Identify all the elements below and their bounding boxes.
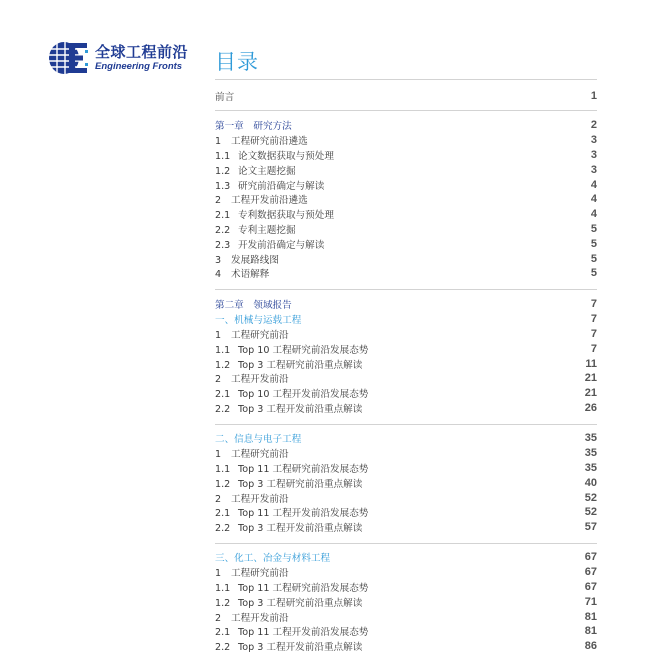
toc-entry-number: 2.1 <box>215 389 231 401</box>
toc-entry-label <box>215 446 289 460</box>
toc-entry-title: Top 11 工程研究前沿发展态势 <box>238 582 369 594</box>
toc-entry-title: 二、信息与电子工程 <box>215 434 302 446</box>
toc-entry-label <box>215 163 296 177</box>
toc-entry-label <box>215 222 296 236</box>
toc-entry[interactable] <box>215 327 597 342</box>
toc-entry-title: Top 3 工程开发前沿重点解读 <box>238 403 363 415</box>
toc-entry-title: Top 10 工程研究前沿发展态势 <box>238 344 369 356</box>
toc-entry-number: 2 <box>215 612 222 624</box>
toc-entry[interactable] <box>215 89 597 104</box>
toc-entry[interactable] <box>215 461 597 476</box>
toc-entry-title: 发展路线图 <box>231 254 279 266</box>
divider <box>215 110 597 111</box>
toc-entry-number: 2.1 <box>215 508 231 520</box>
toc-section-chapter-2 <box>215 297 597 415</box>
toc-entry[interactable] <box>215 639 597 654</box>
logo-english-name: Engineering Fronts <box>95 60 183 72</box>
toc-entry-number: 1 <box>215 329 222 341</box>
toc-entry-number: 1 <box>215 136 222 148</box>
toc-entry[interactable] <box>215 520 597 535</box>
toc-entry-title: Top 3 工程研究前沿重点解读 <box>238 478 363 490</box>
toc-entry-number: 1 <box>215 568 222 580</box>
toc-page-number: 5 <box>590 267 597 280</box>
toc-entry-label <box>215 207 334 221</box>
toc-entry-title: 工程开发前沿 <box>231 612 289 624</box>
toc-entry-label <box>215 148 334 162</box>
toc-entry-title: 前言 <box>215 92 235 104</box>
divider <box>215 543 597 544</box>
toc-page-number: 81 <box>584 610 597 623</box>
toc-entry-title: 工程研究前沿遴选 <box>231 136 308 148</box>
toc-entry[interactable] <box>215 133 597 148</box>
toc-entry-label <box>215 133 308 147</box>
toc-entry-number: 3 <box>215 254 222 266</box>
toc-entry[interactable] <box>215 505 597 520</box>
toc-page-number: 7 <box>590 298 597 311</box>
toc-entry-label <box>215 266 269 280</box>
toc-entry-label <box>215 476 362 490</box>
toc-page-number: 52 <box>584 506 597 519</box>
toc-section-preface <box>215 89 597 104</box>
toc-page-number: 2 <box>590 119 597 132</box>
toc-entry-number: 2.2 <box>215 523 231 535</box>
toc-entry-title: 术语解释 <box>231 269 270 281</box>
toc-entry-number: 2.1 <box>215 627 231 639</box>
toc-entry-label <box>215 639 362 653</box>
toc-section-chemical-metallurgy-materials <box>215 550 597 654</box>
divider <box>215 289 597 290</box>
toc-entry-title: Top 11 工程开发前沿发展态势 <box>238 627 369 639</box>
toc-entry-number: 2.1 <box>215 210 231 222</box>
toc-entry-label <box>215 386 368 400</box>
toc-entry[interactable] <box>215 609 597 624</box>
toc-page-number: 71 <box>584 595 597 608</box>
toc-page-number: 67 <box>584 566 597 579</box>
toc-entry-label <box>215 610 289 624</box>
toc-entry-title: Top 11 工程研究前沿发展态势 <box>238 463 369 475</box>
toc-entry-title: 第一章 研究方法 <box>215 121 292 133</box>
toc-entry-number: 1 <box>215 449 222 461</box>
toc-entry[interactable] <box>215 192 597 207</box>
toc-entry-number: 1.1 <box>215 463 231 475</box>
toc-page-number: 35 <box>584 447 597 460</box>
toc-entry[interactable] <box>215 297 597 312</box>
toc-entry-title: 工程研究前沿 <box>231 568 289 580</box>
toc-entry[interactable] <box>215 431 597 446</box>
toc-entry-number: 1.1 <box>215 344 231 356</box>
toc-entry-title: 论文主题挖掘 <box>238 165 296 177</box>
toc-entry-number: 1.1 <box>215 582 231 594</box>
toc-entry-label <box>215 520 362 534</box>
toc-entry-label <box>215 565 289 579</box>
toc-entry-label <box>215 178 324 192</box>
toc-entry-title: 一、机械与运载工程 <box>215 315 302 327</box>
toc-page-number: 86 <box>584 640 597 653</box>
toc-entry-title: 开发前沿确定与解读 <box>238 239 325 251</box>
toc-entry-label <box>215 237 324 251</box>
toc-page-number: 26 <box>584 401 597 414</box>
toc-entry-title: 论文数据获取与预处理 <box>238 150 334 162</box>
toc-entry[interactable] <box>215 371 597 386</box>
toc-entry[interactable] <box>215 312 597 327</box>
toc-entry-title: 研究前沿确定与解读 <box>238 180 325 192</box>
toc-page-number: 3 <box>590 163 597 176</box>
toc-entry-title: 工程开发前沿 <box>231 374 289 386</box>
toc-page-number: 7 <box>590 327 597 340</box>
toc-entry[interactable] <box>215 594 597 609</box>
toc-entry-number: 1.1 <box>215 150 231 162</box>
toc-page-number: 57 <box>584 521 597 534</box>
toc-entry-label <box>215 595 362 609</box>
divider <box>215 79 597 80</box>
toc-entry[interactable] <box>215 148 597 163</box>
toc-heading: 目录 <box>215 50 259 74</box>
toc-page-number: 40 <box>584 476 597 489</box>
toc-entry[interactable] <box>215 222 597 237</box>
toc-entry[interactable] <box>215 207 597 222</box>
toc-entry[interactable] <box>215 550 597 565</box>
toc-entry-number: 2.3 <box>215 239 231 251</box>
divider <box>215 424 597 425</box>
toc-entry-label <box>215 357 362 371</box>
toc-entry-number: 1.2 <box>215 597 231 609</box>
toc-entry-title: Top 11 工程开发前沿发展态势 <box>238 508 369 520</box>
toc-entry-title: Top 3 工程开发前沿重点解读 <box>238 523 363 535</box>
toc-entry[interactable] <box>215 565 597 580</box>
toc-page-number: 7 <box>590 342 597 355</box>
toc-page-number: 21 <box>584 372 597 385</box>
toc-entry-number: 2 <box>215 195 222 207</box>
toc-entry-number: 1.2 <box>215 359 231 371</box>
toc-entry-label <box>215 252 279 266</box>
logo-chinese-name: 全球工程前沿 <box>95 42 189 61</box>
toc-entry[interactable] <box>215 446 597 461</box>
toc-entry[interactable] <box>215 624 597 639</box>
toc-entry-label <box>215 580 368 594</box>
toc-entry-title: 工程研究前沿 <box>231 329 289 341</box>
toc-entry[interactable] <box>215 177 597 192</box>
toc-entry-number: 2 <box>215 493 222 505</box>
toc-entry-number: 1.2 <box>215 478 231 490</box>
toc-page-number: 21 <box>584 387 597 400</box>
toc-page-number: 5 <box>590 252 597 265</box>
toc-entry-number: 1.3 <box>215 180 231 192</box>
toc-page-number: 52 <box>584 491 597 504</box>
engineering-fronts-logo-icon <box>47 40 91 76</box>
toc-entry[interactable] <box>215 401 597 416</box>
toc-entry-title: 专利数据获取与预处理 <box>238 210 334 222</box>
toc-page-number: 4 <box>590 208 597 221</box>
toc-page-number: 4 <box>590 178 597 191</box>
toc-entry[interactable] <box>215 341 597 356</box>
toc-entry-label <box>215 342 368 356</box>
toc-page-number: 5 <box>590 222 597 235</box>
toc-entry-number: 4 <box>215 269 222 281</box>
toc-entry-label <box>215 461 368 475</box>
toc-entry-title: Top 10 工程开发前沿发展态势 <box>238 389 369 401</box>
toc-entry[interactable] <box>215 356 597 371</box>
toc-page-number: 35 <box>584 461 597 474</box>
toc-entry-title: 第二章 领域报告 <box>215 300 292 312</box>
toc-entry[interactable] <box>215 475 597 490</box>
toc-page-number: 1 <box>590 90 597 103</box>
toc-entry-label <box>215 371 289 385</box>
toc-entry-title: 专利主题挖掘 <box>238 224 296 236</box>
toc-entry[interactable] <box>215 266 597 281</box>
toc-page-number: 11 <box>585 357 597 370</box>
toc-entry[interactable] <box>215 236 597 251</box>
toc-entry[interactable] <box>215 118 597 133</box>
toc-page-number: 67 <box>584 551 597 564</box>
toc-entry-number: 2.2 <box>215 224 231 236</box>
toc-entry-number: 2.2 <box>215 642 231 654</box>
toc-entry[interactable] <box>215 580 597 595</box>
toc-entry-label <box>215 624 368 638</box>
toc-page-number: 67 <box>584 580 597 593</box>
toc-entry-label <box>215 491 289 505</box>
toc-entry-title: Top 3 工程开发前沿重点解读 <box>238 642 363 654</box>
toc-entry[interactable] <box>215 162 597 177</box>
toc-entry-title: 工程开发前沿 <box>231 493 289 505</box>
toc-entry-label <box>215 505 368 519</box>
toc-entry-title: 工程研究前沿 <box>231 449 289 461</box>
logo <box>47 40 188 76</box>
toc-page-number: 7 <box>590 313 597 326</box>
toc-entry-title: 工程开发前沿遴选 <box>231 195 308 207</box>
toc-entry-label <box>215 192 308 206</box>
toc-entry-number: 2.2 <box>215 403 231 415</box>
toc-section-chapter-1 <box>215 118 597 281</box>
toc-page-number: 3 <box>590 134 597 147</box>
toc-entry-title: Top 3 工程研究前沿重点解读 <box>238 597 363 609</box>
toc-page-number: 5 <box>590 237 597 250</box>
toc-page-number: 3 <box>590 148 597 161</box>
toc-entry-label <box>215 327 289 341</box>
toc-page-number: 81 <box>584 625 597 638</box>
toc-page-number: 4 <box>590 193 597 206</box>
toc-entry[interactable] <box>215 490 597 505</box>
toc-entry-title: 三、化工、冶金与材料工程 <box>215 553 331 565</box>
toc-section-information-electronics <box>215 431 597 535</box>
toc-page-number: 35 <box>584 432 597 445</box>
toc-entry[interactable] <box>215 386 597 401</box>
toc-entry[interactable] <box>215 251 597 266</box>
toc-entry-number: 2 <box>215 374 222 386</box>
toc-entry-number: 1.2 <box>215 165 231 177</box>
toc-entry-label <box>215 401 362 415</box>
toc-entry-title: Top 3 工程研究前沿重点解读 <box>238 359 363 371</box>
